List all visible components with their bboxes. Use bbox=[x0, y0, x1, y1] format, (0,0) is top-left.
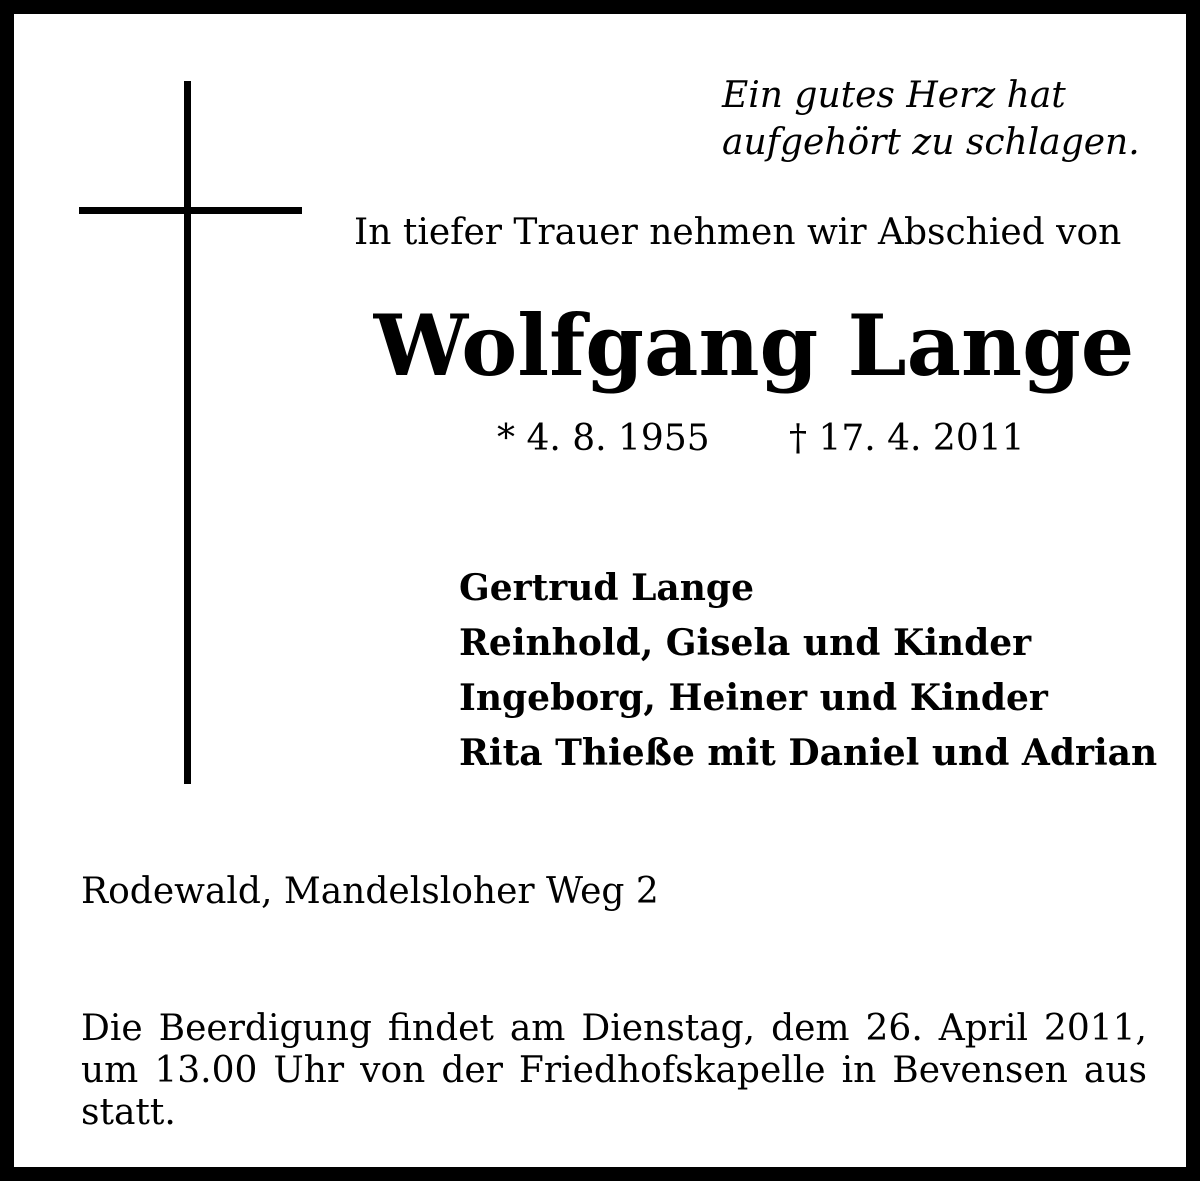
mourners-list bbox=[459, 561, 1157, 781]
mourner-item: Ingeborg, Heiner und Kinder bbox=[459, 677, 1048, 719]
death-date: † 17. 4. 2011 bbox=[789, 418, 1025, 459]
mourner-item: Reinhold, Gisela und Kinder bbox=[459, 622, 1032, 664]
deceased-name: Wolfgang Lange bbox=[373, 296, 1135, 395]
funeral-notice: Die Beerdigung findet am Dienstag, dem 26. April 2011, um 13.00 Uhr von der Friedhofskapelle in Bevensen aus statt. bbox=[81, 1008, 1147, 1133]
address: Rodewald, Mandelsloher Weg 2 bbox=[81, 871, 659, 912]
mourner-item: Gertrud Lange bbox=[459, 567, 754, 609]
birth-date: * 4. 8. 1955 bbox=[497, 418, 710, 459]
cross-icon-bar bbox=[79, 207, 302, 214]
cross-icon bbox=[184, 81, 191, 784]
mourner-item: Rita Thieße mit Daniel und Adrian bbox=[459, 732, 1158, 774]
intro-text: In tiefer Trauer nehmen wir Abschied von bbox=[354, 212, 1122, 253]
motto-line-2: aufgehört zu schlagen. bbox=[722, 122, 1140, 163]
motto-line-1: Ein gutes Herz hat bbox=[722, 75, 1066, 116]
motto bbox=[722, 72, 1182, 166]
